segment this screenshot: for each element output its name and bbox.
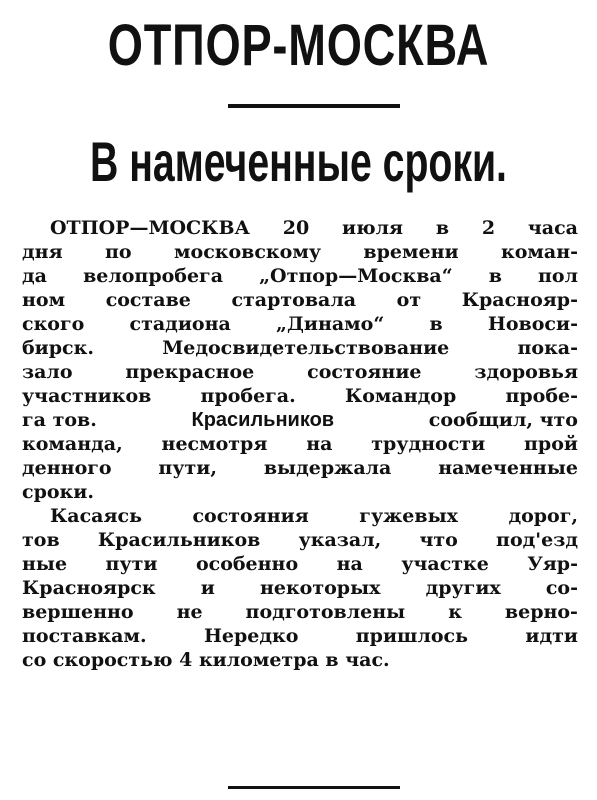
word: от [396,289,422,311]
word: в [435,217,450,239]
word: по [105,241,132,263]
word: дня [22,241,63,263]
word: Красильников [97,529,261,551]
word: ОТПОР—МОСКВА [50,217,250,239]
word: ского [22,313,85,335]
text-line [22,216,578,240]
word: 2 [481,217,496,239]
word: прекрасное [125,361,255,383]
word: что [419,529,458,551]
text-line [22,576,578,600]
word: пробега. [200,385,296,407]
word: Уяр- [527,553,578,575]
word: со- [545,577,578,599]
word: июля [342,217,404,239]
word: намеченные [438,457,578,479]
text-line [22,456,578,480]
word: стадиона [129,313,231,335]
word: поставкам. [22,625,147,647]
text-line [22,600,578,624]
text-line [22,288,578,312]
word: здоровья [474,361,578,383]
text-segment: га тов. [22,409,97,431]
word: ные [22,553,68,575]
word: времени [363,241,459,263]
word: подготовлены [245,601,406,623]
text-line [22,264,578,288]
word: тов [22,529,60,551]
word: на [306,433,333,455]
word: Краснояр- [461,289,578,311]
word: несмотря [161,433,268,455]
word: „Отпор—Москва“ [259,265,453,287]
word: ном [22,289,66,311]
word: особенно [195,553,299,575]
text-line [22,552,578,576]
word: под'езд [496,529,578,551]
word: Новоси- [487,313,578,335]
word: прой [524,433,578,455]
word: пока- [517,337,578,359]
word: в [429,313,443,335]
text-line [22,432,578,456]
text-line [22,408,578,432]
article-headline: ОТПОР-МОСКВА [107,13,490,78]
word: выдержала [263,457,392,479]
word: на [336,553,363,575]
word: гужевых [359,505,458,527]
word: пути [105,553,158,575]
article-subheadline: В намеченные сроки. [90,130,507,193]
word: пробе- [505,385,578,407]
text-line [22,360,578,384]
word: в [488,265,502,287]
word: Красноярск [22,577,156,599]
article-body [22,216,578,672]
text-line [22,528,578,552]
word: к [448,601,462,623]
word: бирск. [22,337,94,359]
word: указал, [298,529,382,551]
word: Командор [344,385,457,407]
text-line [22,336,578,360]
word: часа [527,217,578,239]
word: да [22,265,47,287]
word: Медосвидетельствование [162,337,450,359]
word: некоторых [259,577,381,599]
word: участке [401,553,489,575]
word: московскому [174,241,321,263]
word: идти [525,625,578,647]
word: команда, [22,433,123,455]
word: стартовала [231,289,357,311]
text-line [22,504,578,528]
word: денного [22,457,112,479]
text-line [22,624,578,648]
word: дорог, [508,505,578,527]
word: 20 [282,217,310,239]
word: состояние [307,361,422,383]
text-line [22,312,578,336]
word: зало [22,361,73,383]
word: верно- [504,601,578,623]
word: „Динамо“ [276,313,385,335]
text-segment: сообщил, что [428,409,578,431]
word: трудности [371,433,486,455]
bottom-divider [228,786,400,789]
word: коман- [500,241,578,263]
word: вершенно [22,601,134,623]
word: пришлось [355,625,469,647]
text-line [22,384,578,408]
word: Нередко [203,625,299,647]
word: участников [22,385,152,407]
text-line [22,240,578,264]
text-line: со скоростью 4 километра в час. [22,649,390,671]
word: пути, [158,457,217,479]
word: и [200,577,215,599]
word: Касаясь [50,505,142,527]
word: велопробега [83,265,224,287]
word: не [176,601,203,623]
word: составе [105,289,191,311]
person-name: Красильников [191,409,335,431]
text-line: сроки. [22,481,94,503]
word: других [425,577,501,599]
headline-divider [228,104,400,108]
word: пол [538,265,578,287]
word: состояния [192,505,309,527]
